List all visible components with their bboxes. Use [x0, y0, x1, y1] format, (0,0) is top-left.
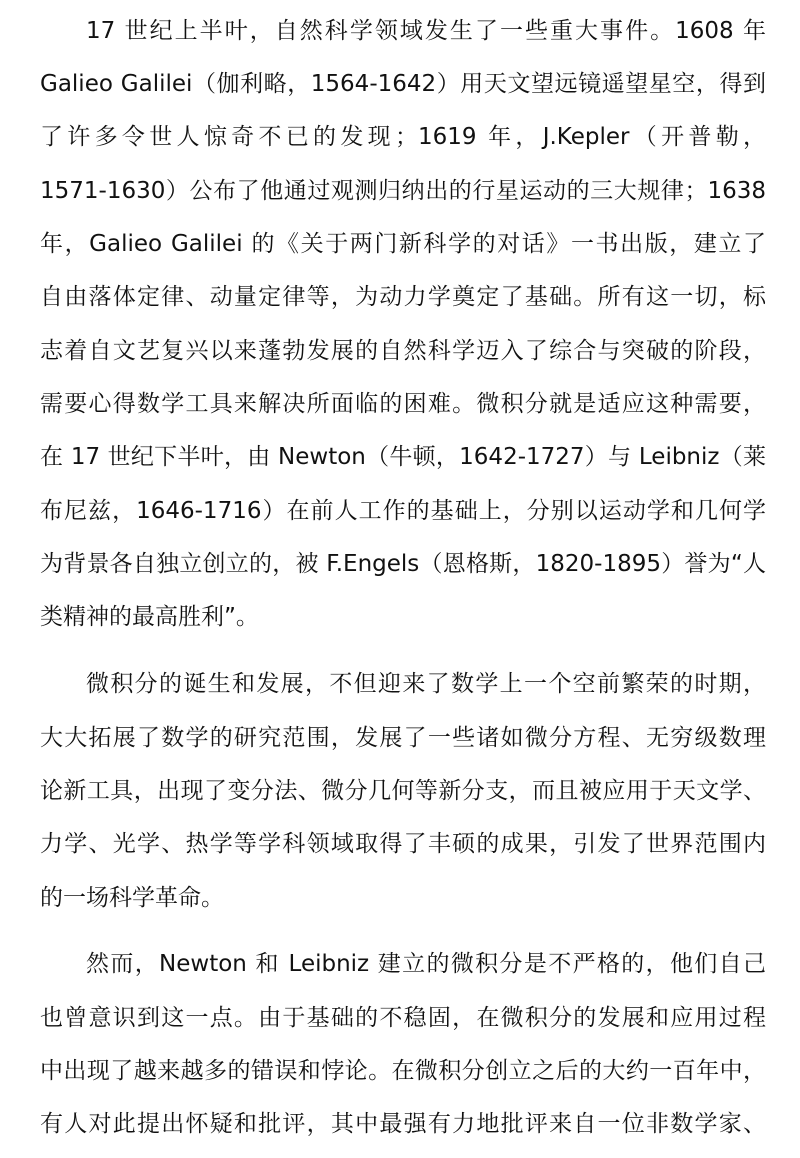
text-line: 需要心得数学工具来解决所面临的困难。微积分就是适应这种需要， — [40, 391, 766, 417]
text-line: 类精神的最高胜利”。 — [40, 604, 259, 630]
text-line: 中出现了越来越多的错误和悖论。在微积分创立之后的大约一百年中， — [40, 1058, 766, 1084]
text-line: 1571-1630）公布了他通过观测归纳出的行星运动的三大规律；1638 — [40, 178, 766, 204]
text-line: 然而，Newton 和 Leibniz 建立的微积分是不严格的，他们自己 — [86, 951, 766, 977]
text-line: 年，Galieo Galilei 的《关于两门新科学的对话》一书出版，建立了 — [40, 231, 766, 257]
text-line: 布尼兹，1646-1716）在前人工作的基础上，分别以运动学和几何学 — [40, 498, 766, 524]
text-line: 自由落体定律、动量定律等，为动力学奠定了基础。所有这一切，标 — [40, 284, 766, 310]
text-line: 微积分的诞生和发展，不但迎来了数学上一个空前繁荣的时期， — [86, 671, 766, 697]
text-line: 力学、光学、热学等学科领域取得了丰硕的成果，引发了世界范围内 — [40, 831, 766, 857]
text-line: 了许多令世人惊奇不已的发现；1619 年，J.Kepler（开普勒， — [40, 124, 766, 150]
text-line: 论新工具，出现了变分法、微分几何等新分支，而且被应用于天文学、 — [40, 778, 766, 804]
text-line: Galieo Galilei（伽利略，1564-1642）用天文望远镜遥望星空，得到 — [40, 71, 766, 97]
text-line: 的一场科学革命。 — [40, 885, 224, 911]
text-line: 大大拓展了数学的研究范围，发展了一些诸如微分方程、无穷级数理 — [40, 725, 766, 751]
text-line: 有人对此提出怀疑和批评，其中最强有力地批评来自一位非数学家、 — [40, 1111, 766, 1137]
text-line: 17 世纪上半叶，自然科学领域发生了一些重大事件。1608 年 — [86, 18, 766, 44]
text-line: 志着自文艺复兴以来蓬勃发展的自然科学迈入了综合与突破的阶段， — [40, 338, 766, 364]
text-line: 为背景各自独立创立的，被 F.Engels（恩格斯，1820-1895）誉为“人 — [40, 551, 766, 577]
text-line: 在 17 世纪下半叶，由 Newton（牛顿，1642-1727）与 Leibniz（莱 — [40, 444, 766, 470]
text-line: 也曾意识到这一点。由于基础的不稳固，在微积分的发展和应用过程 — [40, 1005, 766, 1031]
